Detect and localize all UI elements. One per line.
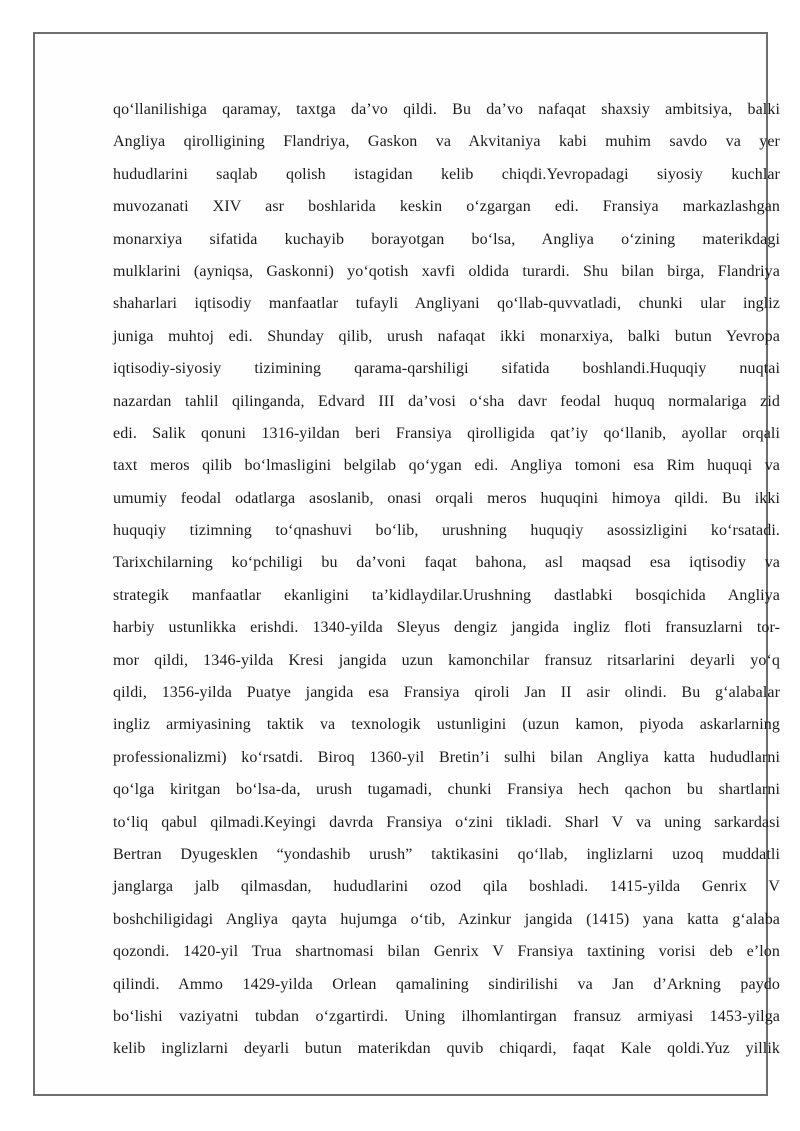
text-line: shaharlari iqtisodiy manfaatlar tufayli Angliyani qo‘llab-quvvatladi, chunki ular ingliz [113,295,780,313]
text-line: qo‘llanilishiga qaramay, taxtga da’vo qildi. Bu da’vo nafaqat shaxsiy ambitsiya, balki [113,101,780,118]
text-line: muvozanati XIV asr boshlarida keskin o‘zgargan edi. Fransiya markazlashgan [113,198,780,216]
text-line: Bertran Dyugesklen “yondashib urush” taktikasini qo‘llab, inglizlarni uzoq muddatli [113,845,780,863]
text-line: mulklarini (ayniqsa, Gaskonni) yo‘qotish xavfi oldida turardi. Shu bilan birga, Flandriya [113,262,780,280]
text-line: edi. Salik qonuni 1316-yildan beri Fransiya qirolligida qat’iy qo‘llanib, ayollar orqali [113,424,780,442]
text-line: monarxiya sifatida kuchayib borayotgan bo‘lsa, Angliya o‘zining materikdagi [113,230,780,248]
text-line: ingliz armiyasining taktik va texnologik ustunligini (uzun kamon, piyoda askarlarning [113,716,780,734]
text-line: Tarixchilarning ko‘pchiligi bu da’voni faqat bahona, asl maqsad esa iqtisodiy va [113,554,780,572]
text-line: hududlarini saqlab qolish istagidan kelib chiqdi.Yevropadagi siyosiy kuchlar [113,165,780,183]
text-line: juniga muhtoj edi. Shunday qilib, urush nafaqat ikki monarxiya, balki butun Yevropa [113,327,780,345]
text-line: qo‘lga kiritgan bo‘lsa-da, urush tugamadi, chunki Fransiya hech qachon bu shartlarni [113,781,780,799]
text-line: iqtisodiy-siyosiy tizimining qarama-qarshiligi sifatida boshlandi.Huquqiy nuqtai [113,360,780,378]
text-line: umumiy feodal odatlarga asoslanib, onasi orqali meros huquqini himoya qildi. Bu ikki [113,489,780,507]
document-body-text [113,94,780,1066]
text-line: qozondi. 1420-yil Trua shartnomasi bilan Genrix V Fransiya taxtining vorisi deb e’lon [113,943,780,961]
text-line: to‘liq qabul qilmadi.Keyingi davrda Fransiya o‘zini tikladi. Sharl V va uning sarkardasi [113,813,780,831]
text-line: bo‘lishi vaziyatni tubdan o‘zgartirdi. Uning ilhomlantirgan fransuz armiyasi 1453-yilga [113,1007,780,1025]
text-line: strategik manfaatlar ekanligini ta’kidlaydilar.Urushning dastlabki bosqichida Angliya [113,586,780,604]
text-line: boshchiligidagi Angliya qayta hujumga o‘tib, Azinkur jangida (1415) yana katta g‘alaba [113,910,780,928]
text-line: kelib inglizlarni deyarli butun materikdan quvib chiqardi, faqat Kale qoldi.Yuz yillik [113,1040,780,1058]
text-line: qilindi. Ammo 1429-yilda Orlean qamalining sindirilishi va Jan d’Arkning paydo [113,975,780,993]
text-line: huquqiy tizimning to‘qnashuvi bo‘lib, urushning huquqiy asossizligini ko‘rsatadi. [113,522,780,540]
text-line: taxt meros qilib bo‘lmasligini belgilab qo‘ygan edi. Angliya tomoni esa Rim huquqi va [113,457,780,475]
text-line: mor qildi, 1346-yilda Kresi jangida uzun kamonchilar fransuz ritsarlarini deyarli yo‘q [113,651,780,669]
text-line: qildi, 1356-yilda Puatye jangida esa Fransiya qiroli Jan II asir olindi. Bu g‘alabalar [113,684,780,702]
text-line: janglarga jalb qilmasdan, hududlarini ozod qila boshladi. 1415-yilda Genrix V [113,878,780,896]
page-border-frame [33,32,780,1096]
text-line: Angliya qirolligining Flandriya, Gaskon va Akvitaniya kabi muhim savdo va yer [113,133,780,151]
text-line: professionalizmi) ko‘rsatdi. Biroq 1360-yil Bretin’i sulhi bilan Angliya katta hududlarni [113,748,780,766]
text-line: harbiy ustunlikka erishdi. 1340-yilda Sleyus dengiz jangida ingliz floti fransuzlarni tor- [113,619,780,637]
text-line: nazardan tahlil qilinganda, Edvard III da’vosi o‘sha davr feodal huquq normalariga zid [113,392,780,410]
